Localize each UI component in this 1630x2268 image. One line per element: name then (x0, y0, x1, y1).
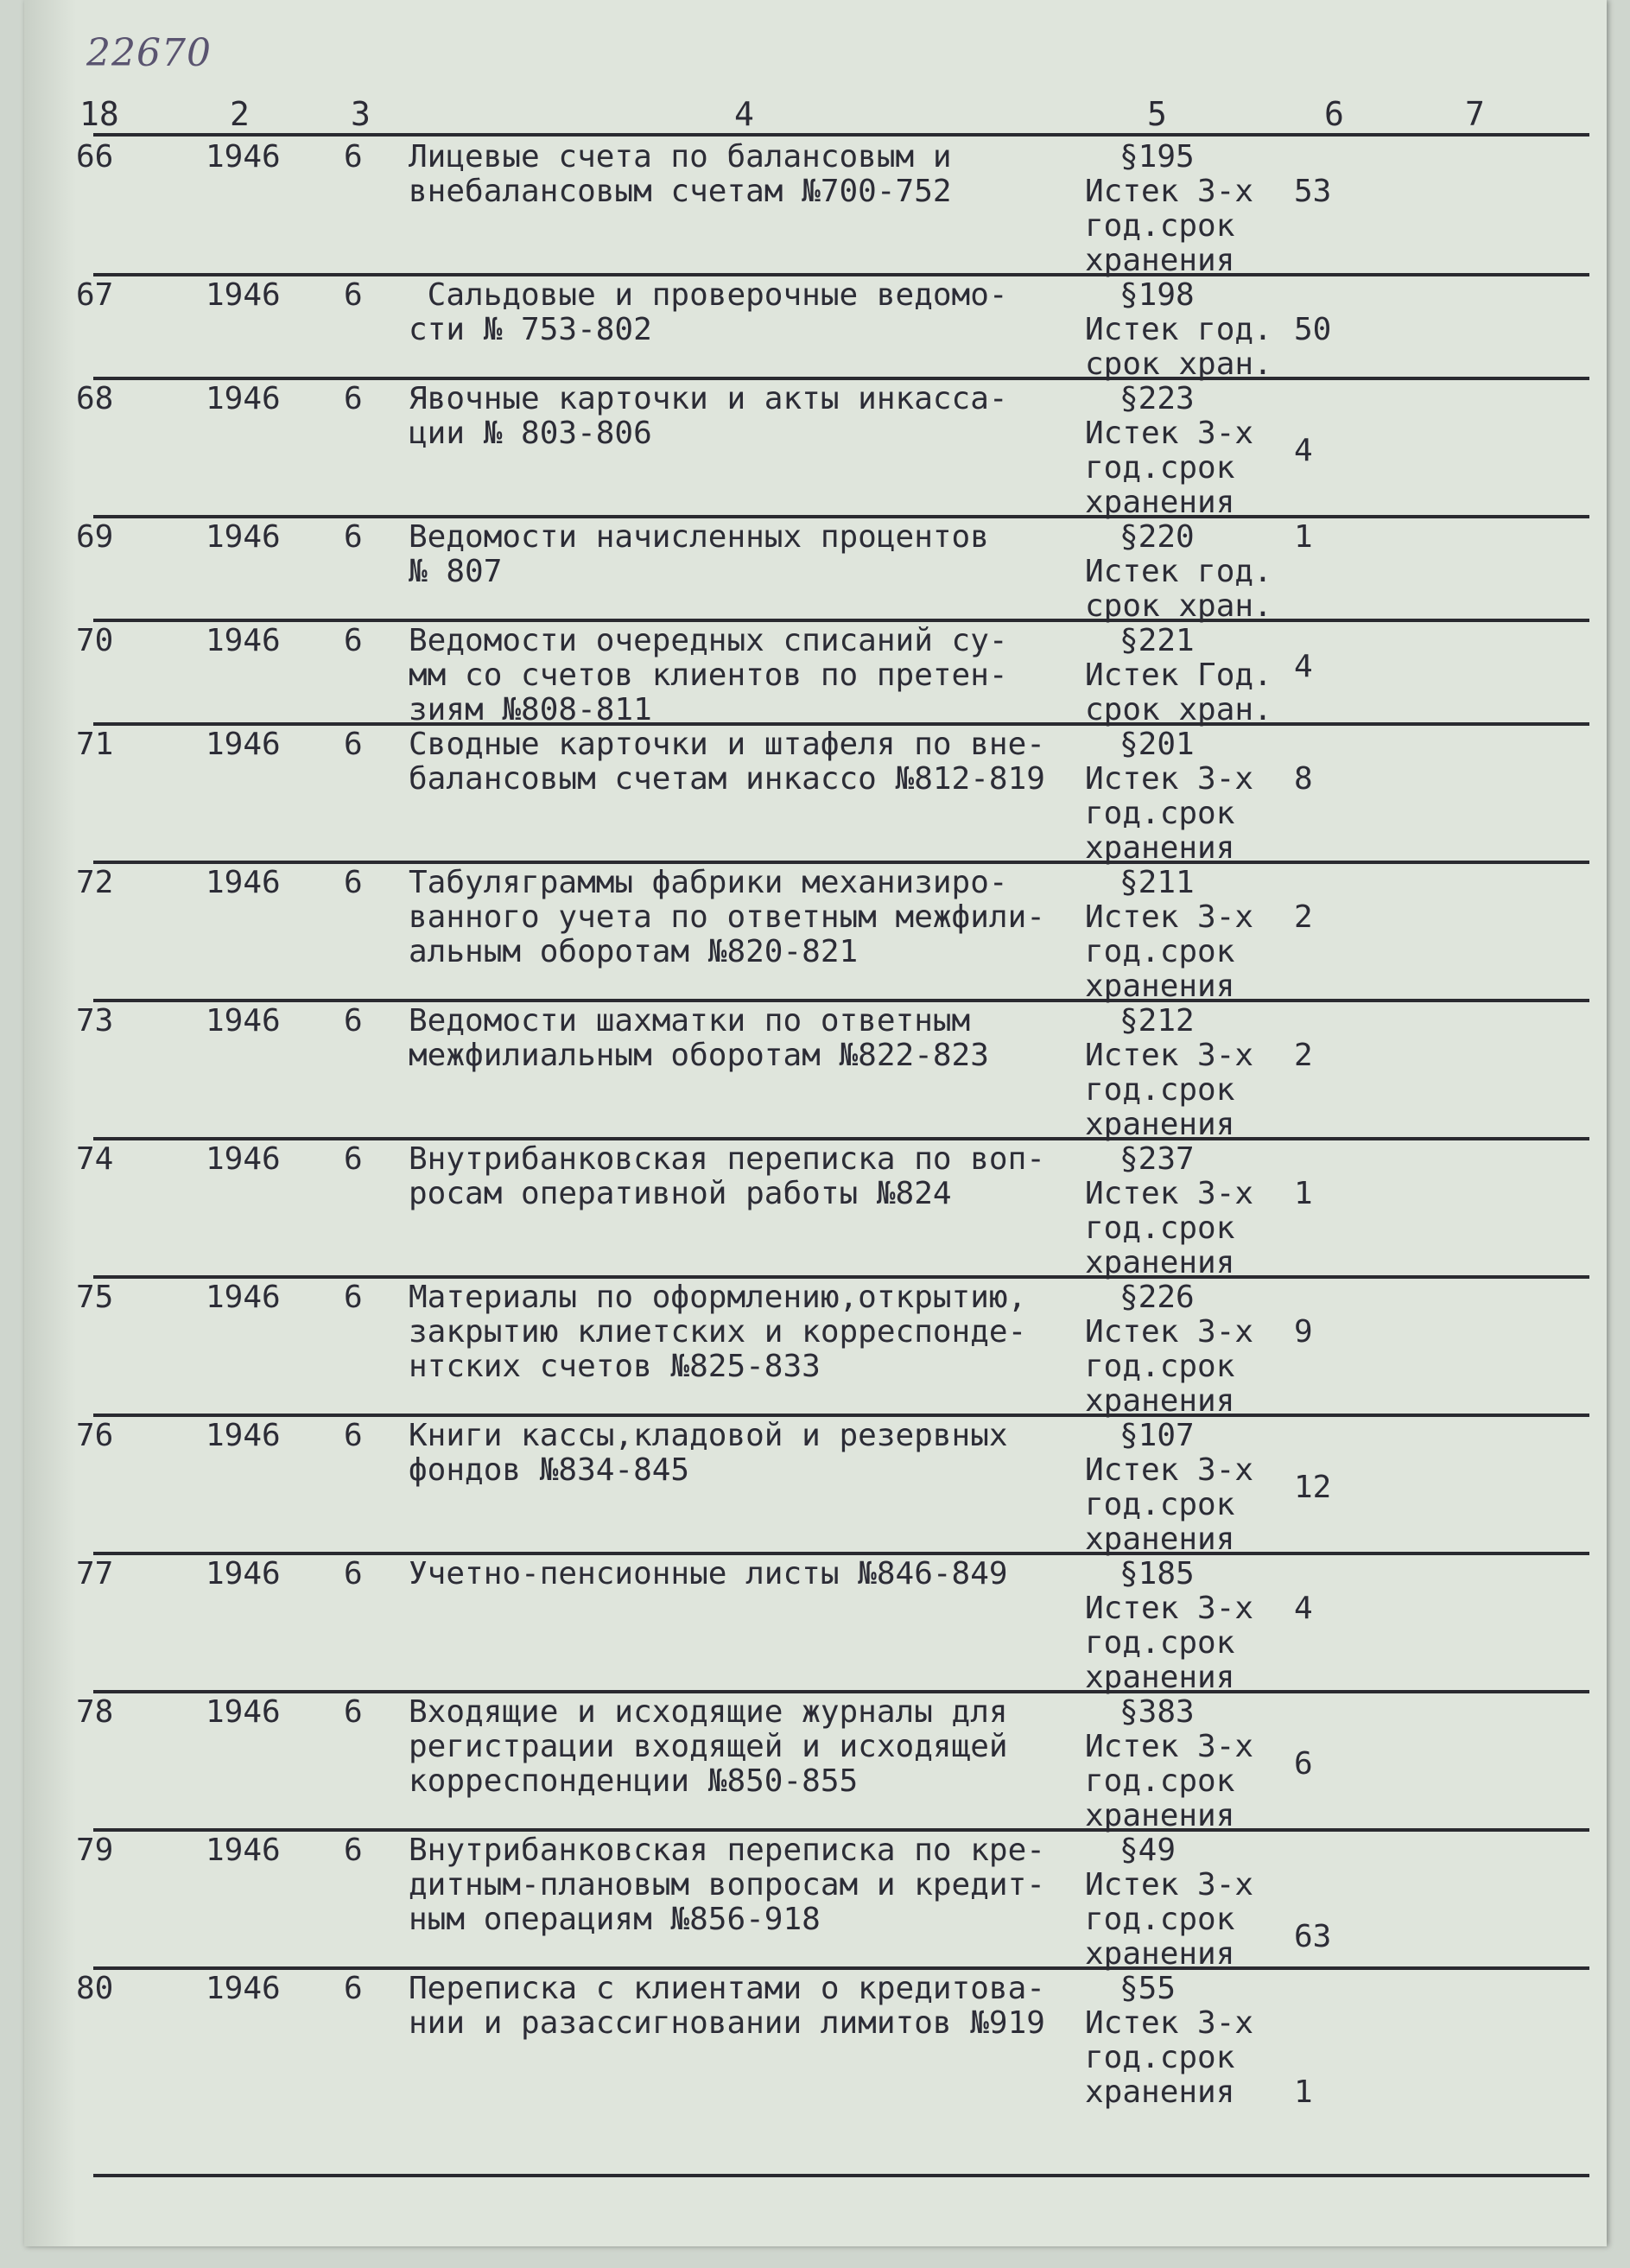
row-year: 1946 (206, 1971, 281, 2006)
row-term: Истек 3-х год.срок хранения (1085, 761, 1254, 866)
row-group: 6 (344, 623, 363, 658)
row-count: 4 (1294, 649, 1313, 684)
header-col-2: 2 (230, 95, 250, 133)
header-col-7: 7 (1465, 95, 1485, 133)
row-rule (93, 1828, 1589, 1832)
row-term: Истек 3-х год.срок хранения (1085, 1729, 1254, 1833)
row-article: §212 (1119, 1003, 1195, 1039)
row-group: 6 (344, 519, 363, 555)
column-header (24, 95, 1607, 137)
row-group: 6 (344, 1556, 363, 1591)
row-title: Ведомости очередных списаний су- мм со счетов клиентов по претен- зиям №808-811 (409, 623, 1008, 727)
row-retention (1085, 382, 1253, 520)
row-article: §49 (1119, 1833, 1177, 1868)
row-rule (93, 861, 1589, 864)
header-col-3: 3 (351, 95, 371, 133)
row-count: 4 (1294, 433, 1313, 468)
row-count: 53 (1294, 174, 1332, 209)
row-retention (1085, 624, 1272, 727)
row-term: Истек 3-х год.срок хранения (1085, 1867, 1254, 1972)
row-term: Истек 3-х год.срок хранения (1085, 2005, 1254, 2110)
row-rule (93, 377, 1589, 380)
row-count: 2 (1294, 1038, 1313, 1073)
row-year: 1946 (206, 1141, 281, 1177)
row-title: Табуляграммы фабрики механизиро- ванного учета по ответным межфили- альным оборотам №820-821 (409, 865, 1045, 969)
row-rule (93, 1552, 1589, 1555)
row-rule (93, 2174, 1589, 2177)
row-term: Истек год. срок хран. (1085, 312, 1272, 382)
row-title: Внутрибанковская переписка по кре- дитным-плановым вопросам и кредит- ным операциям №856-918 (409, 1833, 1045, 1937)
row-term: Истек Год. срок хран. (1085, 658, 1272, 727)
row-article: §383 (1119, 1694, 1195, 1730)
row-group: 6 (344, 727, 363, 762)
document-page (24, 0, 1607, 2246)
row-title: Лицевые счета по балансовым и внебалансовым счетам №700-752 (409, 139, 952, 209)
row-count: 1 (1294, 1176, 1313, 1211)
row-retention (1085, 1833, 1253, 1972)
row-term: Истек 3-х год.срок хранения (1085, 1452, 1254, 1557)
row-title: Материалы по оформлению,открытию, закрытию клиетских и корреспонде- нтских счетов №825-833 (409, 1280, 1027, 1384)
row-rule (93, 619, 1589, 622)
row-title: Ведомости шахматки по ответным межфилиальным оборотам №822-823 (409, 1003, 989, 1073)
row-number: 70 (76, 623, 114, 658)
row-group: 6 (344, 1833, 363, 1868)
row-number: 71 (76, 727, 114, 762)
row-rule (93, 273, 1589, 276)
handwritten-number: 22670 (86, 31, 212, 75)
row-retention (1085, 866, 1253, 1004)
row-retention (1085, 1004, 1253, 1142)
row-retention (1085, 1695, 1253, 1833)
row-term: Истек 3-х год.срок хранения (1085, 174, 1254, 278)
row-title: Сводные карточки и штафеля по вне- балансовым счетам инкассо №812-819 (409, 727, 1045, 797)
row-rule (93, 1275, 1589, 1279)
row-year: 1946 (206, 623, 281, 658)
row-title: Сальдовые и проверочные ведомо- сти № 753-802 (409, 277, 1008, 347)
row-title: Ведомости начисленных процентов № 807 (409, 519, 989, 589)
row-number: 78 (76, 1694, 114, 1730)
header-rule (93, 133, 1589, 137)
row-year: 1946 (206, 519, 281, 555)
row-group: 6 (344, 865, 363, 900)
row-group: 6 (344, 1141, 363, 1177)
row-count: 8 (1294, 761, 1313, 797)
row-year: 1946 (206, 139, 281, 175)
row-count: 9 (1294, 1314, 1313, 1350)
row-rule (93, 722, 1589, 726)
row-year: 1946 (206, 1418, 281, 1453)
row-retention (1085, 278, 1272, 382)
row-term: Истек 3-х год.срок хранения (1085, 1314, 1254, 1419)
row-group: 6 (344, 139, 363, 175)
row-count: 2 (1294, 899, 1313, 935)
row-year: 1946 (206, 1003, 281, 1039)
row-article: §185 (1119, 1556, 1195, 1591)
row-retention (1085, 1280, 1253, 1419)
row-year: 1946 (206, 277, 281, 313)
row-title: Входящие и исходящие журналы для регистрации входящей и исходящей корреспонденции №850-855 (409, 1694, 1008, 1799)
row-count: 6 (1294, 1746, 1313, 1782)
row-retention (1085, 727, 1253, 866)
row-year: 1946 (206, 865, 281, 900)
row-article: §226 (1119, 1280, 1195, 1315)
row-article: §211 (1119, 865, 1195, 900)
row-article: §198 (1119, 277, 1195, 313)
row-count: 4 (1294, 1591, 1313, 1626)
row-group: 6 (344, 1280, 363, 1315)
row-article: §221 (1119, 623, 1195, 658)
row-rule (93, 1690, 1589, 1693)
row-number: 80 (76, 1971, 114, 2006)
row-rule (93, 1966, 1589, 1970)
row-term: Истек год. срок хран. (1085, 554, 1272, 624)
row-number: 79 (76, 1833, 114, 1868)
row-number: 69 (76, 519, 114, 555)
header-col-6: 6 (1324, 95, 1344, 133)
row-title: Внутрибанковская переписка по воп- росам оперативной работы №824 (409, 1141, 1045, 1211)
header-col-5: 5 (1147, 95, 1167, 133)
header-col-4: 4 (734, 95, 754, 133)
row-retention (1085, 1972, 1253, 2110)
row-article: §201 (1119, 727, 1195, 762)
row-number: 66 (76, 139, 114, 175)
row-count: 63 (1294, 1919, 1332, 1954)
row-article: §195 (1119, 139, 1195, 175)
row-title: Книги кассы,кладовой и резервных фондов №834-845 (409, 1418, 1008, 1488)
row-number: 68 (76, 381, 114, 416)
row-number: 76 (76, 1418, 114, 1453)
row-number: 67 (76, 277, 114, 313)
row-retention (1085, 1142, 1253, 1280)
row-number: 73 (76, 1003, 114, 1039)
row-group: 6 (344, 381, 363, 416)
row-number: 72 (76, 865, 114, 900)
row-number: 75 (76, 1280, 114, 1315)
row-rule (93, 515, 1589, 518)
row-term: Истек 3-х год.срок хранения (1085, 1591, 1254, 1695)
row-year: 1946 (206, 727, 281, 762)
row-retention (1085, 140, 1253, 278)
row-term: Истек 3-х год.срок хранения (1085, 1176, 1254, 1280)
row-group: 6 (344, 1003, 363, 1039)
row-number: 74 (76, 1141, 114, 1177)
row-article: §107 (1119, 1418, 1195, 1453)
row-rule (93, 1137, 1589, 1140)
row-count: 1 (1294, 2074, 1313, 2110)
row-term: Истек 3-х год.срок хранения (1085, 1038, 1254, 1142)
row-rule (93, 1414, 1589, 1417)
row-title: Учетно-пенсионные листы №846-849 (409, 1556, 1008, 1591)
row-count: 50 (1294, 312, 1332, 347)
row-retention (1085, 1557, 1253, 1695)
row-term: Истек 3-х год.срок хранения (1085, 899, 1254, 1004)
row-rule (93, 999, 1589, 1002)
row-number: 77 (76, 1556, 114, 1591)
row-title: Переписка с клиентами о кредитова- нии и разассигновании лимитов №919 (409, 1971, 1045, 2041)
row-title: Явочные карточки и акты инкасса- ции № 803-806 (409, 381, 1008, 451)
row-term: Истек 3-х год.срок хранения (1085, 416, 1254, 520)
row-year: 1946 (206, 1556, 281, 1591)
row-article: §220 (1119, 519, 1195, 555)
row-article: §55 (1119, 1971, 1177, 2006)
header-col-1: 18 (79, 95, 119, 133)
row-article: §237 (1119, 1141, 1195, 1177)
row-group: 6 (344, 1418, 363, 1453)
row-count: 1 (1294, 519, 1313, 555)
row-group: 6 (344, 277, 363, 313)
row-year: 1946 (206, 1833, 281, 1868)
row-retention (1085, 1419, 1253, 1557)
row-group: 6 (344, 1694, 363, 1730)
row-year: 1946 (206, 381, 281, 416)
row-group: 6 (344, 1971, 363, 2006)
row-article: §223 (1119, 381, 1195, 416)
row-year: 1946 (206, 1280, 281, 1315)
row-count: 12 (1294, 1470, 1332, 1505)
row-year: 1946 (206, 1694, 281, 1730)
row-retention (1085, 520, 1272, 624)
